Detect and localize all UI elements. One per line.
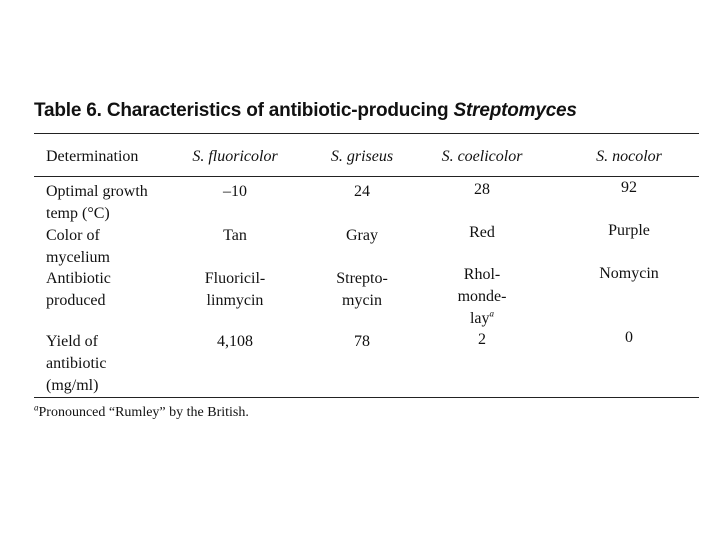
cell-temp-fluoricolor: –10	[223, 183, 247, 200]
cell-antibiotic-coelicolor-text: Rhol- monde- lay	[457, 266, 507, 327]
cell-yield-nocolor: 0	[625, 329, 633, 346]
cell-antibiotic-griseus: Strepto- mycin	[336, 270, 388, 309]
cell-color-coelicolor: Red	[469, 224, 495, 241]
cell-color-nocolor: Purple	[608, 222, 650, 239]
bottom-rule	[34, 397, 699, 398]
row-label-antibiotic-produced: Antibiotic produced	[46, 270, 111, 309]
cell-yield-fluoricolor: 4,108	[217, 333, 253, 350]
row-label-color-of-mycelium: Color of mycelium	[46, 227, 110, 266]
cell-temp-griseus: 24	[354, 183, 370, 200]
cell-antibiotic-fluoricolor: Fluoricil- linmycin	[204, 270, 266, 309]
row-label-yield-of-antibiotic: Yield of antibiotic (mg/ml)	[46, 333, 107, 394]
column-header-determination: Determination	[46, 148, 139, 165]
column-header-s-griseus: S. griseus	[330, 148, 394, 165]
footnote-marker: a	[34, 402, 39, 413]
footnote-marker-a: a	[489, 308, 495, 319]
cell-antibiotic-coelicolor	[426, 264, 538, 330]
row-label-optimal-growth-temp: Optimal growth temp (°C)	[46, 183, 148, 222]
table-title-text: Table 6. Characteristics of antibiotic-producing	[34, 100, 454, 121]
column-header-s-fluoricolor: S. fluoricolor	[192, 148, 278, 165]
cell-temp-nocolor: 92	[621, 179, 637, 196]
cell-yield-griseus: 78	[354, 333, 370, 350]
column-header-s-nocolor: S. nocolor	[596, 148, 662, 165]
cell-antibiotic-nocolor: Nomycin	[599, 265, 659, 282]
table-title	[34, 100, 577, 122]
cell-color-griseus: Gray	[346, 227, 378, 244]
column-header-s-coelicolor: S. coelicolor	[441, 148, 523, 165]
footnote-text: Pronounced “Rumley” by the British.	[38, 405, 249, 420]
table-footnote	[34, 402, 249, 421]
cell-temp-coelicolor: 28	[474, 181, 490, 198]
cell-yield-coelicolor: 2	[478, 331, 486, 348]
table-title-genus: Streptomyces	[453, 100, 577, 121]
top-rule	[34, 133, 699, 134]
cell-color-fluoricolor: Tan	[223, 227, 247, 244]
